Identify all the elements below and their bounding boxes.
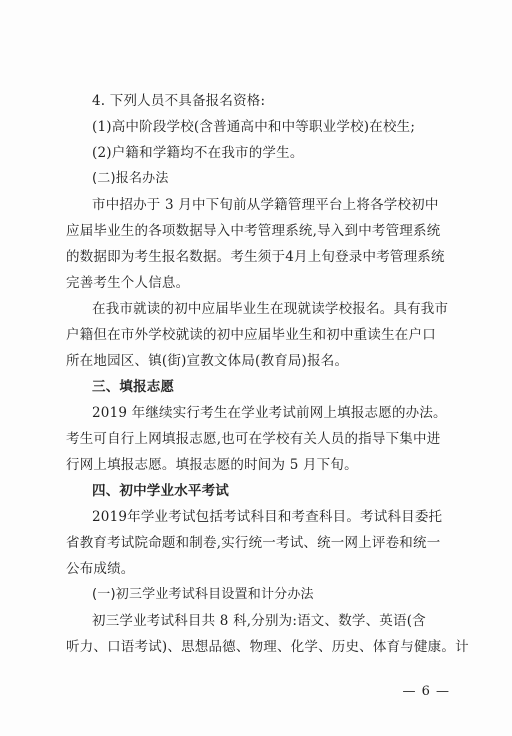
- paragraph-line: 市中招办于 3 月中下旬前从学籍管理平台上将各学校初中: [92, 197, 439, 213]
- paragraph-line: 公布成绩。: [66, 561, 135, 577]
- paragraph-line: 所在地园区、镇(街)宣教文体局(教育局)报名。: [66, 353, 349, 369]
- paragraph-line: 的数据即为考生报名数据。考生须于4月上旬登录中考管理系统: [66, 249, 445, 265]
- paragraph-line: 2019 年继续实行考生在学业考试前网上填报志愿的办法。: [92, 405, 447, 421]
- paragraph-line: 初三学业考试科目共 8 科,分别为:语文、数学、英语(含: [92, 613, 426, 629]
- paragraph-line: 在我市就读的初中应届毕业生在现就读学校报名。具有我市: [92, 301, 449, 317]
- paragraph-line: 省教育考试院命题和制卷,实行统一考试、统一网上评卷和统一: [66, 535, 441, 551]
- list-item-2: (2)户籍和学籍均不在我市的学生。: [92, 145, 304, 161]
- section-heading-preferences: 三、填报志愿: [92, 379, 175, 395]
- section-heading-exam: 四、初中学业水平考试: [92, 483, 229, 499]
- list-item-ineligible: 4. 下列人员不具备报名资格:: [92, 93, 266, 109]
- paragraph-line: 户籍但在市外学校就读的初中应届毕业生和初中重读生在户口: [66, 327, 436, 343]
- paragraph-line: 行网上填报志愿。填报志愿的时间为 5 月下旬。: [66, 457, 358, 473]
- list-item-1: (1)高中阶段学校(含普通高中和中等职业学校)在校生;: [92, 119, 416, 135]
- paragraph-line: 考生可自行上网填报志愿,也可在学校有关人员的指导下集中进: [66, 431, 441, 447]
- section-subheading-subjects: (一)初三学业考试科目设置和计分办法: [92, 587, 314, 602]
- paragraph-line: 完善考生个人信息。: [66, 275, 190, 291]
- paragraph-line: 听力、口语考试)、思想品德、物理、化学、历史、体育与健康。计: [66, 639, 469, 655]
- paragraph-line: 应届毕业生的各项数据导入中考管理系统,导入到中考管理系统: [66, 223, 441, 239]
- paragraph-line: 2019年学业考试包括考试科目和考查科目。考试科目委托: [92, 509, 443, 525]
- page-number: — 6 —: [402, 684, 450, 699]
- document-body: [66, 92, 469, 656]
- section-subheading-registration: (二)报名办法: [92, 171, 169, 186]
